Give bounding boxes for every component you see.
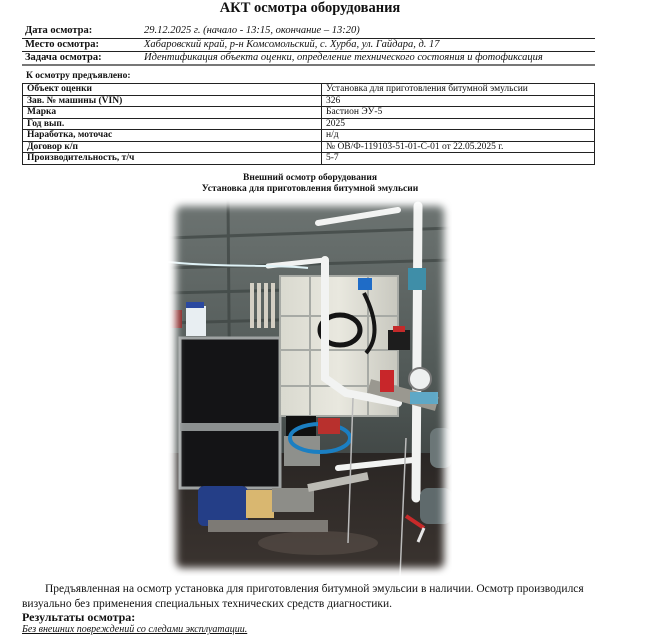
header-label: Дата осмотра: [25,25,93,36]
spec-value: 326 [322,95,595,107]
spec-value: 5-7 [322,153,595,165]
specs-table [22,83,595,165]
table-row [23,153,595,165]
document-title: АКТ осмотра оборудования [219,0,401,16]
results-heading: Результаты осмотра: [22,610,136,624]
spec-key: Марка [23,107,322,119]
spec-value: Бастион ЭУ-5 [322,107,595,119]
spec-value: Установка для приготовления битумной эмульсии [322,84,595,96]
header-label: Место осмотра: [25,39,100,50]
spec-key: Объект оценки [23,84,322,96]
header-value: 29.12.2025 г. (начало - 13:15, окончание – 13:20) [144,25,360,36]
spec-value: № ОВ/Ф-119103-51-01-С-01 от 22.05.2025 г. [322,141,595,153]
spec-key: Зав. № машины (VIN) [23,95,322,107]
divider [22,64,595,66]
spec-value: 2025 [322,118,595,130]
photo-content [168,198,452,576]
spec-key: Наработка, моточас [23,130,322,142]
table-row [23,118,595,130]
spec-value: н/д [322,130,595,142]
header-row-date [22,25,595,38]
table-row [23,95,595,107]
photo-caption-title: Внешний осмотр оборудования [243,173,377,183]
photo-caption-subtitle: Установка для приготовления битумной эмульсии [201,184,419,194]
header-label: Задача осмотра: [25,52,102,63]
results-value: Без внешних повреждений со следами эксплуатации. [22,624,248,635]
spec-key: Договор к/п [23,141,322,153]
table-row [23,84,595,96]
table-row [23,107,595,119]
header-value: Хабаровский край, р-н Комсомольский, с. Хурба, ул. Гайдара, д. 17 [144,39,440,50]
spec-key: Год вып. [23,118,322,130]
inspection-paragraph: Предъявленная на осмотр установка для приготовления битумной эмульсии в наличии. Осмотр производился визуально без применения специальных технических средств диагностики. [22,583,584,610]
spec-key: Производительность, т/ч [23,153,322,165]
header-value: Идентификация объекта оценки, определение технического состояния и фотофиксация [144,52,543,63]
table-row [23,141,595,153]
equipment-photo [168,198,452,576]
table-row [23,130,595,142]
presented-label: К осмотру предъявлено: [26,71,131,81]
